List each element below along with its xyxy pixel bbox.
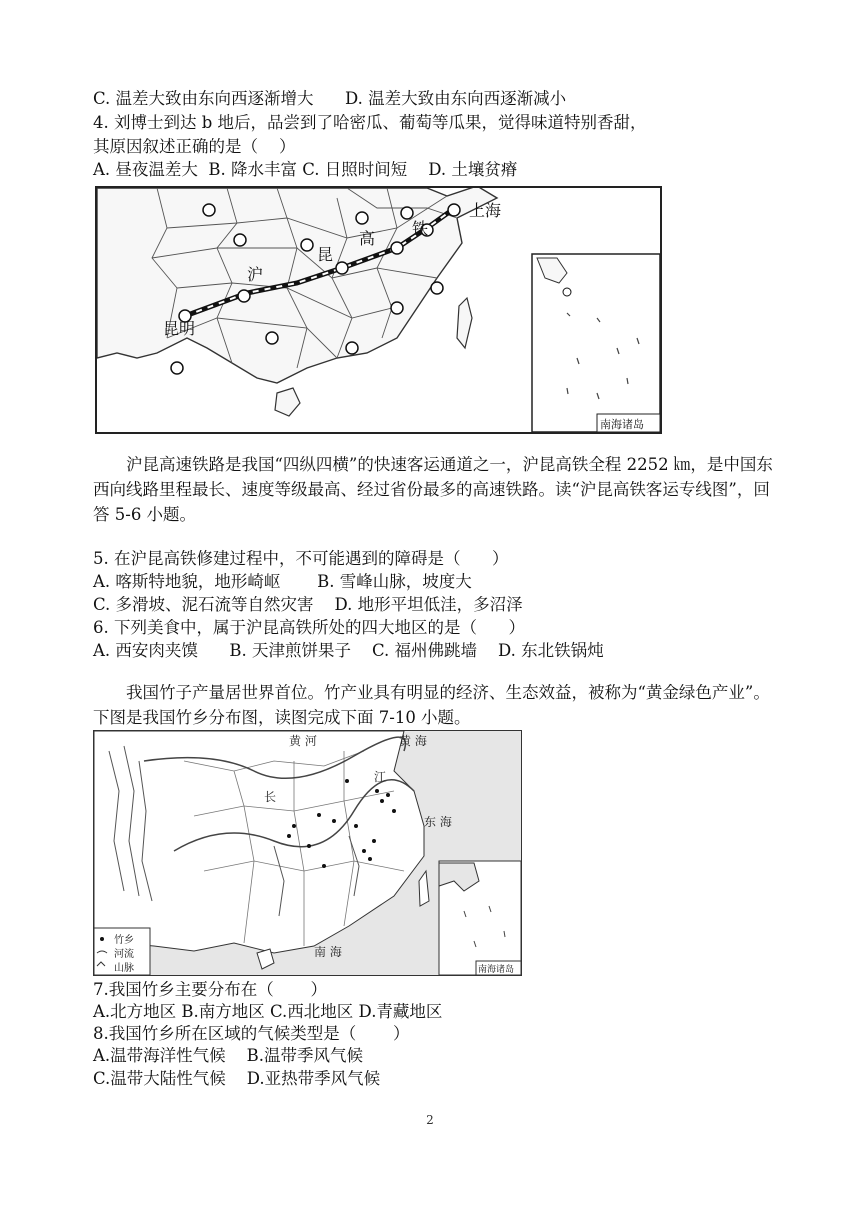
intro-paragraph-hukun: 沪昆高速铁路是我国“四纵四横”的快速客运通道之一，沪昆高铁全程 2252 ㎞，是中国东西向线路里程最长、速度等级最高、经过省份最多的高速铁路。读“沪昆高铁客运专线图”，回答 5-6 小题。 xyxy=(93,455,773,524)
q7-options: A.北方地区 B.南方地区 C.西北地区 D.青藏地区 xyxy=(93,1002,443,1021)
label-jiang: 江 xyxy=(374,770,387,784)
legend-mountain: 山脉 xyxy=(114,963,134,974)
label-chang: 长 xyxy=(264,790,277,804)
label-kunming: 昆明 xyxy=(163,319,196,338)
city-shanghai-marker xyxy=(448,204,460,216)
q5-options-row2: C. 多滑坡、泥石流等自然灾害 D. 地形平坦低洼，多沼泽 xyxy=(93,595,523,614)
legend-bamboo: 竹乡 xyxy=(114,935,134,946)
label-huanghe: 黄 河 xyxy=(289,734,317,748)
city-marker xyxy=(401,207,413,219)
q5-options-row1: A. 喀斯特地貌，地形崎岖 B. 雪峰山脉，坡度大 xyxy=(93,572,472,591)
city-nanchang-marker xyxy=(391,242,403,254)
label-tie: 铁 xyxy=(412,219,429,238)
hukun-railway-map xyxy=(95,186,662,434)
q7-stem: 7.我国竹乡主要分布在（ ） xyxy=(93,980,327,999)
hainan-island xyxy=(275,388,300,416)
q4-options: A. 昼夜温差大 B. 降水丰富 C. 日照时间短 D. 土壤贫瘠 xyxy=(93,160,518,179)
legend-river: 河流 xyxy=(114,949,134,960)
city-marker xyxy=(431,282,443,294)
label-nanhai: 南 海 xyxy=(314,945,342,959)
city-guiyang-marker xyxy=(238,290,250,302)
city-marker xyxy=(234,234,246,246)
q3-option-c: C. 温差大致由东向西逐渐增大 xyxy=(93,89,314,108)
label-kun: 昆 xyxy=(317,245,334,264)
label-donghai: 东 海 xyxy=(424,815,452,829)
city-changsha-marker xyxy=(336,262,348,274)
q3-options xyxy=(93,88,566,110)
q3-option-d: D. 温差大致由东向西逐渐减小 xyxy=(345,89,567,108)
page-number: 2 xyxy=(426,1113,434,1127)
city-marker xyxy=(203,204,215,216)
city-marker xyxy=(171,362,183,374)
city-marker xyxy=(266,332,278,344)
inset-label: 南海诸岛 xyxy=(600,418,644,431)
taiwan-island xyxy=(419,871,429,906)
q8-options-row2: C.温带大陆性气候 D.亚热带季风气候 xyxy=(93,1069,381,1088)
inset2-label: 南海诸岛 xyxy=(478,965,515,975)
bamboo-distribution-map xyxy=(93,730,522,976)
q4-stem-line1: 4. 刘博士到达 b 地后，品尝到了哈密瓜、葡萄等瓜果，觉得味道特别香甜， xyxy=(93,113,647,132)
hukun-map-svg xyxy=(97,188,660,432)
taiwan-island xyxy=(457,298,472,348)
q6-options: A. 西安肉夹馍 B. 天津煎饼果子 C. 福州佛跳墙 D. 东北铁锅炖 xyxy=(93,641,604,660)
label-shanghai: 上海 xyxy=(469,201,502,220)
label-hu: 沪 xyxy=(247,265,264,284)
city-marker xyxy=(356,212,368,224)
south-sea-inset xyxy=(532,254,660,432)
q6-stem: 6. 下列美食中，属于沪昆高铁所处的四大地区的是（ ） xyxy=(93,618,525,637)
map2-inset xyxy=(439,861,521,975)
city-marker xyxy=(391,302,403,314)
city-marker xyxy=(301,239,313,251)
q8-options-row1: A.温带海洋性气候 B.温带季风气候 xyxy=(93,1046,364,1065)
intro-paragraph-bamboo: 我国竹子产量居世界首位。竹产业具有明显的经济、生态效益，被称为“黄金绿色产业”。下图是我国竹乡分布图，读图完成下面 7-10 小题。 xyxy=(93,683,770,727)
q8-stem: 8.我国竹乡所在区域的气候类型是（ ） xyxy=(93,1024,410,1043)
q4-stem-line2: 其原因叙述正确的是（ ） xyxy=(93,137,296,156)
bamboo-map-svg xyxy=(94,731,521,975)
city-marker xyxy=(346,342,358,354)
label-gao: 高 xyxy=(359,229,376,248)
label-huanghai: 黄 海 xyxy=(399,734,427,748)
map2-legend xyxy=(94,928,150,975)
q5-stem: 5. 在沪昆高铁修建过程中，不可能遇到的障碍是（ ） xyxy=(93,549,509,568)
